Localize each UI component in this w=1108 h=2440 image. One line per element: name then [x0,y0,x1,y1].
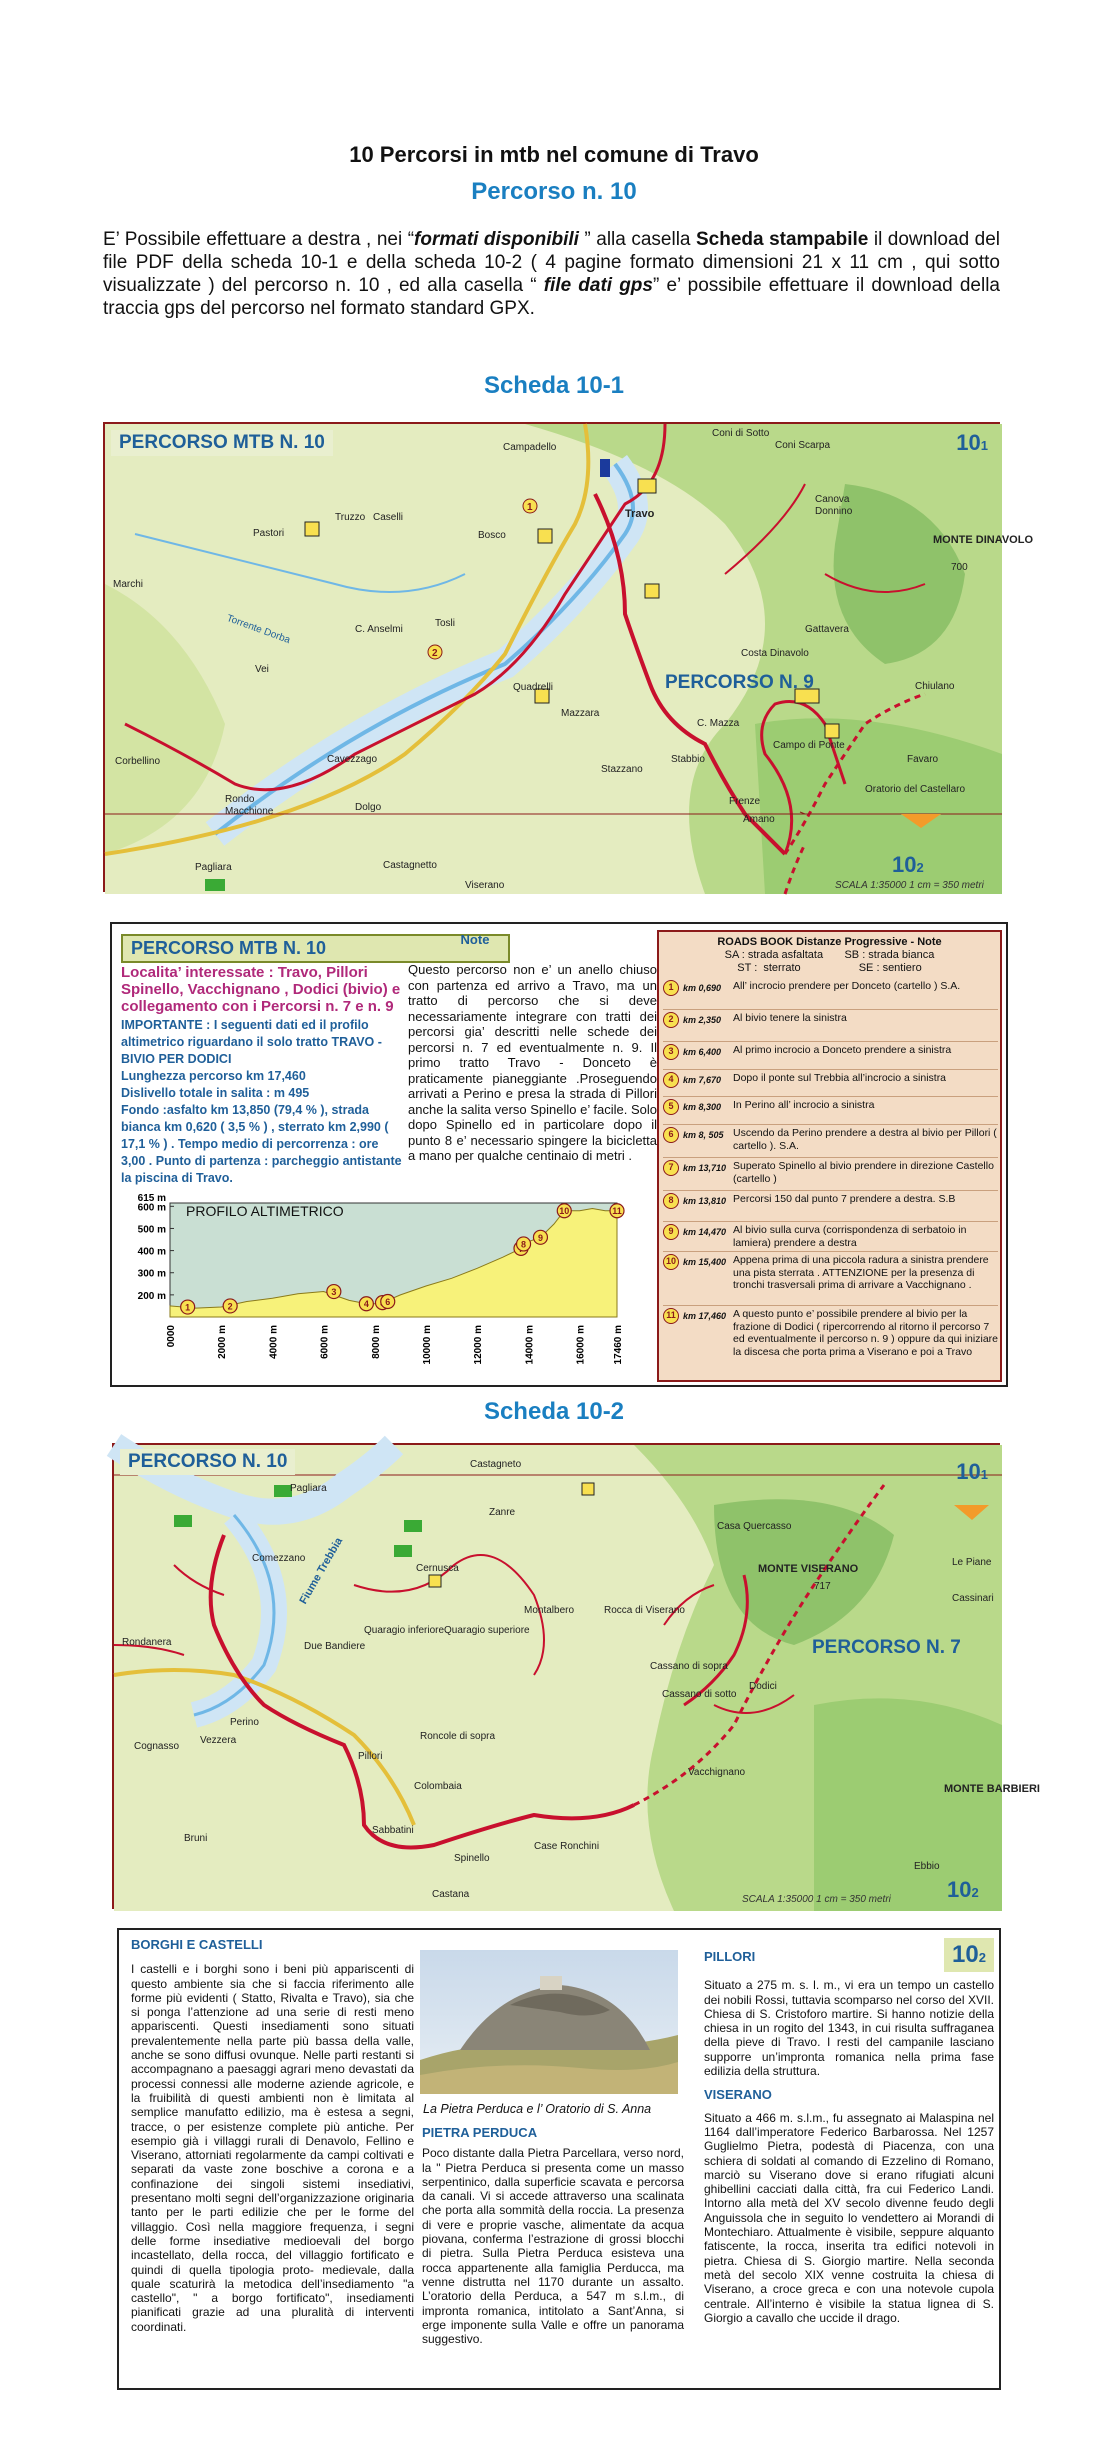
place-label: Quaragio inferiore [364,1625,445,1636]
place-label: Rocca di Viserano [604,1605,685,1616]
percorso-9-label: PERCORSO N. 9 [665,672,814,693]
place-label: Tosli [435,618,456,629]
y-tick-label: 300 m [137,1268,166,1280]
place-label: Case Ronchini [534,1841,600,1852]
place-label: Castagnetto [383,860,437,871]
place-label: Gattavera [805,624,849,635]
roadbook-description: Al bivio tenere la sinistra [733,1012,847,1024]
note-text: Questo percorso non e’ un anello chiuso con partenza ed arrivo a Travo, ma un tratto di percorso che si deve necessariamente integrare con tratti dei percorsi gia’ descritti nelle schede dei percorsi n. 7 ed eventualmente n. 9. Il primo tratto Travo - Donceto è praticamente pianeggiante .Proseguendo arrivati a Perino e presa la strada di Pillori anche la salita verso Spinello e’ facile. Solo dopo Spinello ed in particolare dopo il punto 8 e’ necessario spingere la bicicletta a mano per qualche centinaio di metri . [408,962,657,1163]
roadbook-point-number: 11 [663,1308,679,1324]
profile-point-label: 10 [559,1206,570,1217]
roadbook-description: A questo punto e’ possibile prendere al bivio per la frazione di Dodici ( ripercorrendo al ritorno il percorso 7 ed eventualmente il percorso n. 9 ) oppure da qui iniziare la discesa che porta prima a Viserano e poi a Travo [733,1308,998,1358]
place-label: Comezzano [252,1553,306,1564]
roadbook-description: Uscendo da Perino prendere a destra al bivio per Pillori ( cartello ). S.A. [733,1127,997,1152]
roadbook-km: km 8, 505 [683,1130,724,1140]
intro-bold-formati: formati disponibili [414,229,579,250]
roadbook-row [663,1160,998,1185]
roadbook-km: km 13,710 [683,1163,727,1173]
svg-text:2: 2 [432,648,438,659]
y-tick-label: 200 m [137,1290,166,1302]
place-label: Oratorio del Castellaro [865,784,966,795]
roadbook-km: km 2,350 [683,1015,722,1025]
place-label: Corbellino [115,756,161,767]
map-1-bottom-main: 10 [892,852,917,877]
place-label: Mazzara [561,708,600,719]
importante-text: IMPORTANTE : I seguenti dati ed il profilo altimetrico riguardano il solo tratto TRAVO - BIVIO PER DODICI [121,1018,382,1066]
place-label: Due Bandiere [304,1641,366,1652]
roadbook-point-number: 10 [663,1254,679,1270]
y-tick-label: 600 m [137,1202,166,1214]
place-label: Pillori [358,1751,383,1762]
place-label: Spinello [454,1853,490,1864]
y-tick-label: 400 m [137,1246,166,1258]
roadbook-separator [663,1190,998,1191]
map-1-scale: SCALA 1:35000 1 cm = 350 metri [835,880,984,891]
place-label: C. Anselmi [355,624,403,635]
roadbook-row [663,980,998,996]
roadbook-description: Al bivio sulla curva (corrispondenza di serbatoio in lamiera) prendere a destra [733,1224,967,1249]
map-scheda-2 [112,1443,1040,1909]
intro-text-3: il download del file PDF della scheda 10-1 e della scheda 10-2 ( 4 pagine formato dimensioni 21 x 11 cm , qui sotto visualizzate ) del percorso n. 10 , ed alla casella “ [103,229,1000,296]
roadbook-panel [657,930,1002,1382]
place-label: Stabbio [671,754,705,765]
intro-text-4: ” e’ possibile effettuare il download della traccia gps del percorso nel formato standard GPX. [103,275,1000,319]
place-label: Canova [815,494,850,505]
localita-text: Localita’ interessate : Travo, Pillori Spinello, Vacchignano , Dodici (bivio) e collegamento con i Percorsi n. 7 e n. 9 [121,964,401,1015]
place-label: 700 [951,562,968,573]
place-label: Pastori [253,528,285,539]
place-label: Macchione [225,806,274,817]
roadbook-row [663,1072,998,1088]
place-label: Casa Quercasso [717,1521,792,1532]
roadbook-separator [663,1069,998,1070]
place-label: Cassinari [952,1593,994,1604]
pietra-perduca-image [420,1950,678,2094]
x-tick-label: 16000 m [575,1325,587,1365]
place-label: Zanre [489,1507,516,1518]
roadbook-point-number: 4 [663,1072,679,1088]
x-tick-label: 17460 m [613,1325,624,1365]
note-title: Note [460,932,490,947]
map-1-bottom-num [892,852,924,878]
roadbook-separator [663,1221,998,1222]
map-1-bottom-sub: 2 [916,860,924,875]
place-label: Campadello [503,442,557,453]
roadbook-description: All’ incrocio prendere per Donceto (cartello ) S.A. [733,980,961,992]
place-label: Roncole di sopra [420,1731,496,1742]
place-label: Truzzo [335,512,366,523]
map-2-scale: SCALA 1:35000 1 cm = 350 metri [742,1894,891,1905]
scheda-2-title: Scheda 10-2 [483,1398,625,1425]
pillori-text: Situato a 275 m. s. l. m., vi era un tempo un castello dei nobili Rossi, tuttavia scomparso nel corso del XVII. Chiesa di S. Cristoforo martire. Si hanno notizie della chiesa in un rogito del 1343, in cui risulta suffraganea della pieve di Travo. I resti del campanile lasciano supporre un’impronta romanica nella prima fase edilizia della struttura. [704,1978,994,2079]
roadbook-km: km 7,670 [683,1075,722,1085]
pietra-column [422,2126,684,2346]
place-label: Chiulano [915,681,955,692]
percorso-7-label: PERCORSO N. 7 [812,1637,961,1658]
roadbook-km: km 14,470 [683,1227,727,1237]
x-tick-label: 14000 m [524,1325,536,1365]
roadbook-row [663,1044,998,1060]
intro-bold-scheda: Scheda stampabile [695,229,869,250]
roadbook-separator [663,1305,998,1306]
profile-point-label: 8 [521,1239,527,1250]
place-label: Colombaia [414,1781,462,1792]
pietra-perduca-photo [420,1950,678,2094]
map-1-corner-main: 10 [956,430,981,455]
borghi-title: BORGHI E CASTELLI [131,1937,263,1952]
roadbook-description: Appena prima di una piccola radura a sinistra prendere una pista sterrata . ATTENZIONE per la presenza di tronchi trasversali prima di arrivare a Vacchignano . [733,1254,989,1291]
roadbook-row [663,1308,998,1358]
place-label: 717 [814,1581,831,1592]
roadbook-description: In Perino all’ incrocio a sinistra [733,1099,875,1111]
x-tick-label: 10000 m [422,1325,434,1365]
borghi-text: I castelli e i borghi sono i beni più appariscenti di questo ambiente sia che si faccia riferimento alle forme più evidenti ( Statto, Rivalta e Travo), sia che si ponga l’attenzione ad una serie di resti meno appariscenti. Questi insediamenti sono situati prevalentemente nella parte più bassa della valle, anche se sono diffusi ovunque. Nelle parti restanti si accompagnano a paesaggi agrari meno devastati da processi connessi alle moderne aziende agricole, e la fruibilità di questi ambienti non è limitata al semplice manufatto edilizio, ma è estesa a segni, tracce, o per esistenze complete più antiche. Per esempio già i villaggi rurali di Denavolo, Fellino e Viserano, attorniati regolarmente da campi coltivati e separati da vaste zone boschive a corona e a confinazione dei singoli sistemi insediativi, presentano molti segni dell’organizzazione originaria tanto per le parti edilizie che per le forme del villaggio. Così nella maggiore frequenza, i segni delle forme insediative medioevali del borgo incastellato, della rocca, del villaggio fortificato e quindi di quella tipologia proto- medievale, dalla quale scaturirà la metodica dell’insediamento "a castello", " a borgo fortificato", insediamenti pianificati grazie ad una pluralità di interventi coordinati. [131,1962,414,2334]
roadbook-separator [663,1009,998,1010]
map-2-bottom-num [947,1877,979,1903]
place-label: Montalbero [524,1605,575,1616]
map-1-corner-sub: 1 [980,438,988,453]
percorso-title: Percorso n. 10 [471,178,637,205]
place-label: Stazzano [601,764,643,775]
roadbook-point-number: 1 [663,980,679,996]
profile-point-label: 4 [363,1299,369,1310]
place-label: Quadrelli [513,682,554,693]
place-label: Campo di Ponte [773,740,845,751]
photo-caption: La Pietra Perduca e l’ Oratorio di S. Anna [423,2102,652,2116]
roadbook-row [663,1127,998,1152]
profile-point-label: 11 [612,1206,622,1217]
place-label: Vacchignano [688,1767,746,1778]
place-label: Fiume Trebbia [297,1535,346,1607]
map-scheda-1 [103,422,1034,892]
x-tick-label: 6000 m [319,1325,331,1359]
roadbook-header [659,932,1000,975]
place-label: Cernusca [416,1563,459,1574]
place-label: Rondanera [122,1637,172,1648]
place-label: Favaro [907,754,939,765]
pillori-column [704,1950,994,2325]
scheda-1-title: Scheda 10-1 [483,372,625,399]
place-label: Marchi [113,579,144,590]
pietra-title: PIETRA PERDUCA [422,2125,538,2140]
map-2-corner-main: 10 [956,1459,981,1484]
place-label: Cognasso [134,1741,180,1752]
roadbook-separator [663,1041,998,1042]
profile-heading: PERCORSO MTB N. 10 [121,934,510,963]
x-tick-label: 4000 m [268,1325,280,1359]
place-label: Cassano di sopra [650,1661,728,1672]
roadbook-row [663,1224,998,1249]
roadbook-km: km 17,460 [683,1311,727,1321]
fondo-text: Fondo :asfalto km 13,850 (79,4 % ), strada bianca km 0,620 ( 3,5 % ) , sterrato km 2,990 ( 17,1 % ) . Tempo medio di percorrenza : ore 3,00 . Punto di partenza : parcheggio antistante la piscina di Travo. [121,1103,402,1185]
map-1-terrain [105,424,1002,894]
viserano-title: VISERANO [704,2087,772,2103]
place-label: Ebbio [914,1861,940,1872]
roadbook-point-number: 6 [663,1127,679,1143]
roadbook-description: Percorsi 150 dal punto 7 prendere a destra. S.B [733,1193,956,1205]
roadbook-point-number: 9 [663,1224,679,1240]
roadbook-km: km 6,400 [683,1047,722,1057]
borghi-corner-main: 10 [952,1941,979,1968]
borghi-panel [117,1928,1001,2390]
roadbook-row [663,1193,998,1209]
route-info [121,964,406,1187]
intro-text-1: E’ Possibile effettuare a destra , nei “ [103,229,415,250]
map-2-bottom-sub: 2 [971,1885,979,1900]
profile-chart [112,1187,632,1387]
roadbook-row [663,1254,998,1292]
intro-paragraph [103,228,1000,320]
place-label: Vei [255,664,269,675]
place-label: Quaragio superiore [444,1625,530,1636]
roadbook-description: Dopo il ponte sul Trebbia all’incrocio a sinistra [733,1072,947,1084]
place-label: Pagliara [290,1483,327,1494]
place-label: Donnino [815,506,853,517]
place-label: Bruni [184,1833,208,1844]
borghi-corner-num [944,1938,994,1972]
profile-point-label: 9 [537,1232,543,1243]
place-label: Cavezzago [327,754,378,765]
roadbook-separator [663,1251,998,1252]
profile-point-label: 2 [227,1301,233,1312]
place-label: Vezzera [200,1735,237,1746]
place-label: Cassano di sotto [662,1689,737,1700]
place-label: MONTE DINAVOLO [933,534,1034,546]
place-label: Pagliara [195,862,232,873]
place-label: Castana [432,1889,470,1900]
place-label: Travo [625,508,655,520]
pillori-title: PILLORI [704,1949,756,1964]
map-2-corner-num [956,1459,988,1485]
place-label: Dolgo [355,802,382,813]
place-label: MONTE BARBIERI [944,1783,1040,1795]
place-label: Amano [743,814,775,825]
roadbook-separator [663,1157,998,1158]
roadbook-title: ROADS BOOK Distanze Progressive - Note [717,936,942,948]
place-label: Bosco [478,530,506,541]
map-1-corner-num [956,430,988,456]
roadbook-km: km 0,690 [683,983,722,993]
place-label: C. Mazza [697,718,740,729]
place-label: Le Piane [952,1557,992,1568]
place-label: Castagneto [470,1459,522,1470]
place-label: Sabbatini [372,1825,414,1836]
roadbook-point-number: 5 [663,1099,679,1115]
borghi-corner-sub: 2 [978,1950,986,1965]
roadbook-point-number: 3 [663,1044,679,1060]
place-label: Viserano [465,880,505,891]
lunghezza-text: Lunghezza percorso km 17,460 [121,1069,306,1083]
profile-point-label: 1 [185,1302,191,1313]
roadbook-description: Al primo incrocio a Donceto prendere a sinistra [733,1044,952,1056]
intro-bold-gps: file dati gps [543,275,653,296]
roadbook-description: Superato Spinello al bivio prendere in direzione Castello (cartello ) [733,1160,994,1185]
x-tick-label: 8000 m [370,1325,382,1359]
roadbook-point-number: 7 [663,1160,679,1176]
place-label: Costa Dinavolo [741,648,809,659]
page-title: 10 Percorsi in mtb nel comune di Travo [349,142,759,167]
place-label: Caselli [373,512,404,523]
roadbook-point-number: 8 [663,1193,679,1209]
pietra-text: Poco distante dalla Pietra Parcellara, verso nord, la " Pietra Perduca si presenta come un masso serpentinico, dalla superficie scavata e percorsa da canali. Vi si accede attraverso una scalinata che porta alla sommità della roccia. La presenza di vere e proprie vasche, alimentate da acqua piovana, conferma l’estrazione di grossi blocchi di pietra. Sulla Pietra Perduca esisteva una rocca appartenente alla famiglia Perducca, ma venne distrutta nel 1170 durante un assalto. L’oratorio della Perduca, a 547 m s.l.m., di impronta romanica, intitolato a Sant’Anna, si erge imponente sulla Valle e offre un panorama suggestivo. [422,2146,684,2347]
roadbook-km: km 8,300 [683,1102,722,1112]
y-tick-label: 615 m [137,1193,166,1204]
place-label: MONTE VISERANO [758,1563,859,1575]
roadbook-separator [663,1096,998,1097]
roadbook-legend-2: ST : sterrato SE : sentiero [737,962,922,974]
profile-title: PROFILO ALTIMETRICO [186,1203,344,1219]
profile-point-label: 6 [385,1297,391,1308]
place-label: Rondo [225,794,255,805]
place-label: Coni di Sotto [712,428,770,439]
place-label: Dodici [749,1681,777,1692]
map-2-bottom-main: 10 [947,1877,972,1902]
roadbook-legend-1: SA : strada asfaltata SB : strada bianca [724,949,935,961]
roadbook-km: km 15,400 [683,1257,727,1267]
map-2-label: PERCORSO N. 10 [120,1449,295,1475]
svg-text:1: 1 [527,502,533,513]
place-label: Frenze [729,796,761,807]
x-tick-label: 0000 [166,1325,177,1348]
intro-text-2: ” alla casella [578,229,696,250]
dislivello-text: Dislivello totale in salita : m 495 [121,1086,310,1100]
x-tick-label: 2000 m [217,1325,229,1359]
roadbook-row [663,1099,998,1115]
profile-point-label: 3 [331,1287,337,1298]
place-label: Torrente Dorba [225,612,292,647]
roadbook-point-number: 2 [663,1012,679,1028]
y-tick-label: 500 m [137,1224,166,1236]
roadbook-row [663,1012,998,1028]
place-label: Coni Scarpa [775,440,831,451]
roadbook-km: km 13,810 [683,1196,727,1206]
borghi-column [131,1938,414,2334]
roadbook-separator [663,1124,998,1125]
place-label: Perino [230,1717,259,1728]
map-2-corner-sub: 1 [980,1467,988,1482]
notes-panel [110,922,1008,1387]
x-tick-label: 12000 m [473,1325,485,1365]
viserano-text: Situato a 466 m. s.l.m., fu assegnato ai Malaspina nel 1164 dall’imperatore Federico Barbarossa. Nel 1257 Guglielmo Pietra, podestà di Piacenza, con una schiera di soldati al comando di Ezzelino di Romano, marciò su Viserano dove si erano rifugiati alcuni ghibellini cacciati dalla città, fra cui Federico Landi. Intorno alla metà del XV secolo divenne feudo degli Anguissola che in seguito lo vendettero ai Morandi di Montechiaro. Attualmente è visibile, seppure alquanto fatiscente, la rocca, inserita tra edifici notevoli in pietra. Chiesa di S. Giorgio martire. Nella seconda metà del secolo XIX venne costruita la chiesa di Viserano, a croce greca e con una notevole cupola centrale. All’interno è visibile la statua lignea di S. Giorgio a cavallo che uccide il drago. [704,2110,994,2325]
map-1-label: PERCORSO MTB N. 10 [111,430,333,456]
